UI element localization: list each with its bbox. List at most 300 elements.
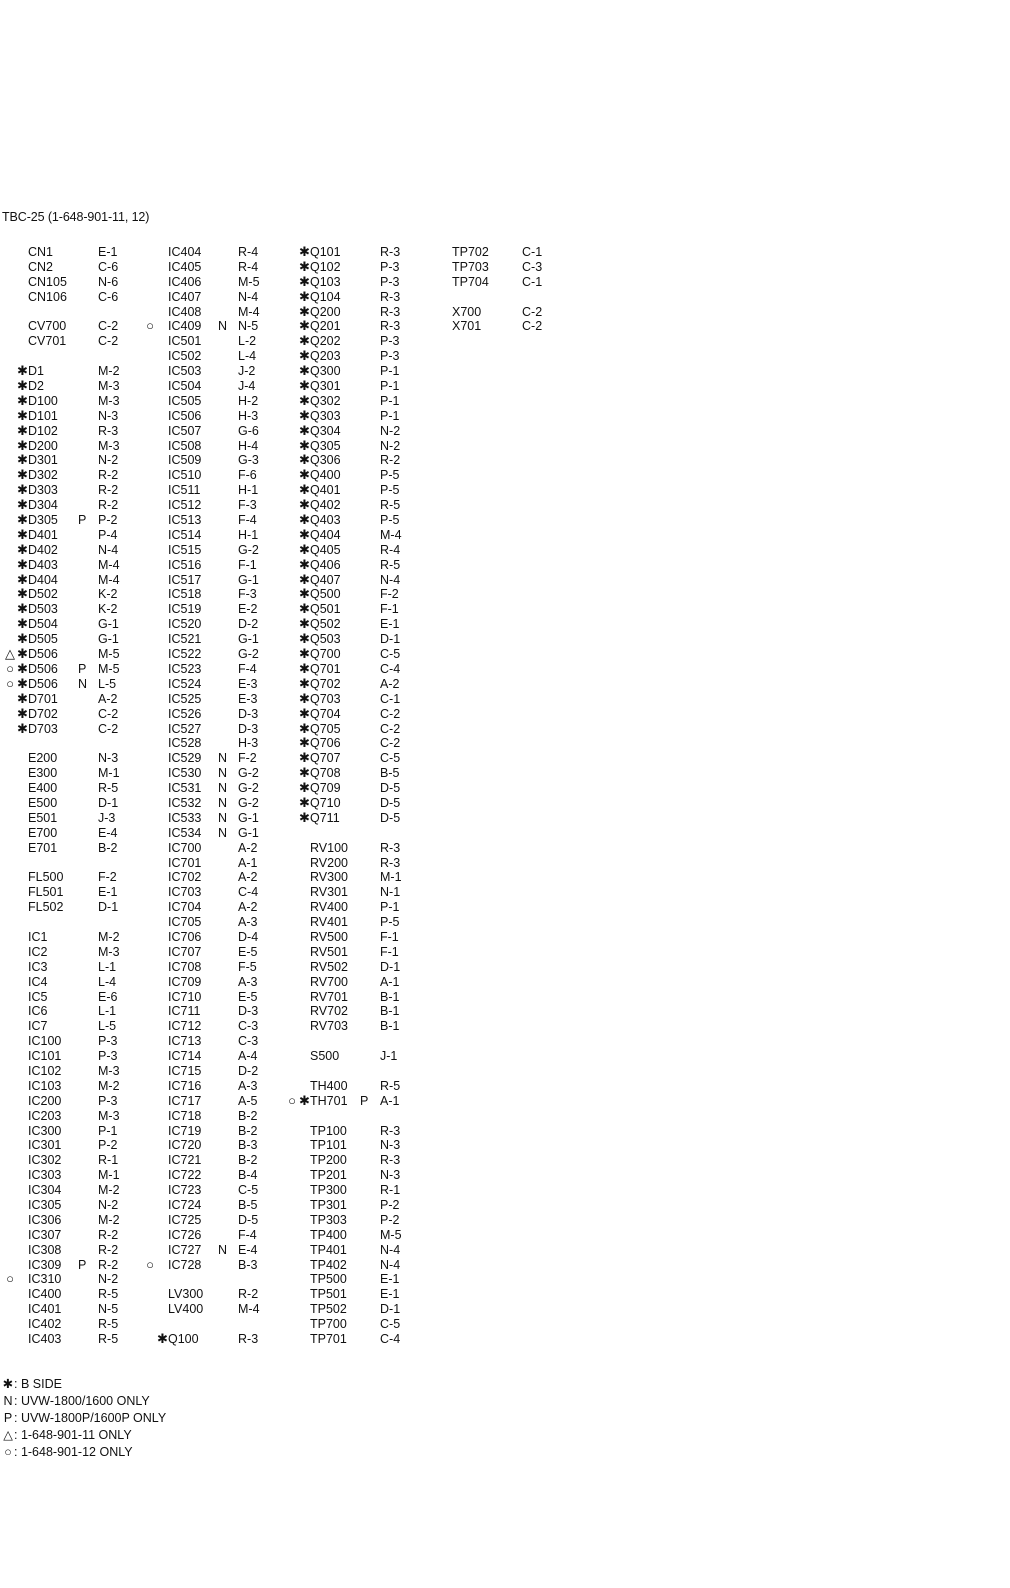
part-row bbox=[286, 1183, 426, 1198]
part-ref: Q301 bbox=[310, 379, 341, 394]
part-ref: Q407 bbox=[310, 572, 341, 587]
part-ref: RV401 bbox=[310, 915, 348, 930]
part-ref: RV501 bbox=[310, 944, 348, 959]
part-ref: Q705 bbox=[310, 721, 341, 736]
b-side-mark: ✱ bbox=[299, 422, 310, 438]
grid-location: D-3 bbox=[238, 706, 259, 721]
part-ref: IC519 bbox=[168, 602, 202, 617]
spacer-row bbox=[286, 1109, 426, 1124]
part-ref: Q104 bbox=[310, 289, 341, 304]
grid-location: M-3 bbox=[98, 944, 120, 959]
grid-location: E-1 bbox=[380, 617, 400, 632]
part-ref: IC701 bbox=[168, 855, 202, 870]
part-row bbox=[286, 1019, 426, 1034]
part-row bbox=[286, 736, 426, 751]
b-side-mark: ✱ bbox=[17, 378, 28, 394]
edition-mark: ○ bbox=[146, 318, 154, 334]
grid-location: E-2 bbox=[238, 602, 258, 617]
grid-location: G-2 bbox=[238, 795, 259, 810]
part-ref: IC725 bbox=[168, 1212, 202, 1227]
part-ref: IC409 bbox=[168, 319, 202, 334]
grid-location: P-5 bbox=[380, 915, 400, 930]
grid-location: E-1 bbox=[380, 1272, 400, 1287]
spacer-row bbox=[428, 290, 568, 305]
part-ref: Q400 bbox=[310, 468, 341, 483]
grid-location: N-5 bbox=[98, 1302, 119, 1317]
grid-location: M-2 bbox=[98, 1078, 120, 1093]
b-side-mark: ✱ bbox=[299, 378, 310, 394]
grid-location: C-2 bbox=[98, 721, 119, 736]
part-ref: IC521 bbox=[168, 632, 202, 647]
part-ref: IC702 bbox=[168, 870, 202, 885]
grid-location: L-1 bbox=[98, 959, 117, 974]
b-side-mark: ✱ bbox=[17, 512, 28, 528]
part-row bbox=[144, 573, 284, 588]
grid-location: N-1 bbox=[380, 885, 401, 900]
legend-text: : B SIDE bbox=[14, 1377, 62, 1391]
part-row bbox=[4, 1019, 144, 1034]
part-row bbox=[144, 1332, 284, 1347]
grid-location: P-3 bbox=[380, 274, 400, 289]
part-row bbox=[286, 558, 426, 573]
part-row bbox=[4, 781, 144, 796]
part-ref: D1 bbox=[28, 364, 44, 379]
grid-location: C-5 bbox=[238, 1183, 259, 1198]
grid-location: C-3 bbox=[238, 1034, 259, 1049]
part-row bbox=[428, 305, 568, 320]
grid-location: R-2 bbox=[98, 1257, 119, 1272]
part-ref: IC505 bbox=[168, 393, 202, 408]
part-ref: D504 bbox=[28, 617, 58, 632]
part-ref: IC310 bbox=[28, 1272, 62, 1287]
part-row bbox=[144, 990, 284, 1005]
part-row bbox=[286, 1317, 426, 1332]
b-side-mark: ✱ bbox=[299, 631, 310, 647]
grid-location: M-4 bbox=[238, 304, 260, 319]
grid-location: C-2 bbox=[98, 334, 119, 349]
part-row bbox=[144, 945, 284, 960]
grid-location: H-2 bbox=[238, 393, 259, 408]
part-ref: CV700 bbox=[28, 319, 67, 334]
part-ref: Q709 bbox=[310, 781, 341, 796]
grid-location: E-6 bbox=[98, 989, 118, 1004]
part-ref: Q203 bbox=[310, 349, 341, 364]
grid-location: D-2 bbox=[238, 617, 259, 632]
part-ref: FL500 bbox=[28, 870, 64, 885]
legend-text: : 1-648-901-11 ONLY bbox=[14, 1428, 132, 1442]
grid-location: R-3 bbox=[238, 1332, 259, 1347]
part-row bbox=[286, 811, 426, 826]
grid-location: E-3 bbox=[238, 676, 258, 691]
grid-location: A-2 bbox=[238, 900, 258, 915]
part-ref: IC727 bbox=[168, 1242, 202, 1257]
part-ref: RV500 bbox=[310, 929, 348, 944]
part-ref: TH400 bbox=[310, 1078, 348, 1093]
part-row bbox=[144, 1109, 284, 1124]
grid-location: R-5 bbox=[380, 557, 401, 572]
part-ref: D305 bbox=[28, 513, 58, 528]
spacer-row bbox=[144, 1272, 284, 1287]
part-ref: IC306 bbox=[28, 1212, 62, 1227]
part-row bbox=[4, 260, 144, 275]
part-row bbox=[4, 722, 144, 737]
part-ref: Q704 bbox=[310, 706, 341, 721]
part-row bbox=[144, 290, 284, 305]
part-row bbox=[286, 1302, 426, 1317]
part-ref: Q406 bbox=[310, 557, 341, 572]
model-flag: N bbox=[218, 319, 228, 334]
part-ref: D301 bbox=[28, 453, 58, 468]
b-side-mark: ✱ bbox=[299, 363, 310, 379]
part-ref: D702 bbox=[28, 706, 58, 721]
grid-location: P-1 bbox=[380, 408, 400, 423]
part-row bbox=[4, 647, 144, 662]
part-ref: Q304 bbox=[310, 423, 341, 438]
part-ref: X700 bbox=[452, 304, 482, 319]
grid-location: N-2 bbox=[98, 1272, 119, 1287]
grid-location: L-1 bbox=[98, 1004, 117, 1019]
grid-location: G-1 bbox=[98, 632, 119, 647]
part-ref: IC300 bbox=[28, 1123, 62, 1138]
b-side-mark: ✱ bbox=[299, 467, 310, 483]
part-row bbox=[428, 260, 568, 275]
grid-location: C-3 bbox=[522, 259, 543, 274]
part-row bbox=[286, 647, 426, 662]
part-ref: Q500 bbox=[310, 587, 341, 602]
part-ref: Q103 bbox=[310, 274, 341, 289]
grid-location: B-3 bbox=[238, 1257, 258, 1272]
b-side-mark: ✱ bbox=[17, 407, 28, 423]
grid-location: F-4 bbox=[238, 661, 257, 676]
grid-location: M-3 bbox=[98, 438, 120, 453]
part-row bbox=[286, 528, 426, 543]
part-ref: D404 bbox=[28, 572, 58, 587]
part-row bbox=[144, 751, 284, 766]
part-row bbox=[4, 439, 144, 454]
part-row bbox=[4, 394, 144, 409]
part-ref: IC704 bbox=[168, 900, 202, 915]
part-ref: IC408 bbox=[168, 304, 202, 319]
part-row bbox=[4, 528, 144, 543]
part-row bbox=[144, 260, 284, 275]
grid-location: R-4 bbox=[380, 542, 401, 557]
part-row bbox=[286, 930, 426, 945]
part-ref: Q101 bbox=[310, 245, 341, 259]
part-row bbox=[4, 1168, 144, 1183]
part-ref: Q303 bbox=[310, 408, 341, 423]
b-side-mark: ✱ bbox=[299, 601, 310, 617]
part-ref: Q710 bbox=[310, 795, 341, 810]
grid-location: M-3 bbox=[98, 393, 120, 408]
part-ref: IC3 bbox=[28, 959, 48, 974]
part-row bbox=[4, 975, 144, 990]
part-row bbox=[4, 587, 144, 602]
grid-location: C-2 bbox=[380, 721, 401, 736]
part-ref: D701 bbox=[28, 691, 58, 706]
part-ref: IC700 bbox=[168, 840, 202, 855]
grid-location: C-4 bbox=[380, 1332, 401, 1347]
part-ref: IC101 bbox=[28, 1049, 62, 1064]
part-row bbox=[286, 990, 426, 1005]
grid-location: F-1 bbox=[238, 557, 257, 572]
part-ref: X701 bbox=[452, 319, 482, 334]
grid-location: F-1 bbox=[380, 929, 399, 944]
grid-location: M-5 bbox=[380, 1227, 402, 1242]
part-ref: IC724 bbox=[168, 1198, 202, 1212]
part-ref: TP502 bbox=[310, 1302, 347, 1317]
part-ref: IC513 bbox=[168, 513, 202, 528]
part-row bbox=[4, 870, 144, 885]
grid-location: C-2 bbox=[98, 706, 119, 721]
grid-location: M-4 bbox=[380, 527, 402, 542]
b-side-mark: ✱ bbox=[299, 497, 310, 513]
part-row bbox=[4, 1153, 144, 1168]
part-ref: Q100 bbox=[168, 1332, 199, 1347]
part-row bbox=[4, 453, 144, 468]
part-ref: IC309 bbox=[28, 1257, 62, 1272]
part-row bbox=[144, 379, 284, 394]
part-ref: IC527 bbox=[168, 721, 202, 736]
legend-text: : 1-648-901-12 ONLY bbox=[14, 1445, 133, 1459]
part-ref: IC713 bbox=[168, 1034, 202, 1049]
part-row bbox=[286, 483, 426, 498]
part-row bbox=[144, 602, 284, 617]
grid-location: G-2 bbox=[238, 542, 259, 557]
part-row bbox=[4, 1287, 144, 1302]
grid-location: C-2 bbox=[380, 706, 401, 721]
model-flag: N bbox=[218, 766, 228, 781]
grid-location: F-2 bbox=[380, 587, 399, 602]
part-row bbox=[4, 1079, 144, 1094]
grid-location: F-6 bbox=[238, 468, 257, 483]
grid-location: C-1 bbox=[522, 245, 543, 259]
part-row bbox=[4, 1228, 144, 1243]
part-ref: IC524 bbox=[168, 676, 202, 691]
grid-location: J-4 bbox=[238, 379, 256, 394]
part-ref: IC515 bbox=[168, 542, 202, 557]
part-row bbox=[4, 1213, 144, 1228]
b-side-mark: ✱ bbox=[299, 512, 310, 528]
grid-location: F-4 bbox=[238, 1227, 257, 1242]
part-ref: IC308 bbox=[28, 1242, 62, 1257]
part-row bbox=[4, 796, 144, 811]
grid-location: H-4 bbox=[238, 438, 259, 453]
grid-location: C-1 bbox=[380, 691, 401, 706]
legend-text: : UVW-1800P/1600P ONLY bbox=[14, 1411, 167, 1425]
part-ref: IC305 bbox=[28, 1198, 62, 1212]
b-side-mark: ✱ bbox=[17, 363, 28, 379]
part-row bbox=[4, 841, 144, 856]
part-ref: IC100 bbox=[28, 1034, 62, 1049]
b-side-mark: ✱ bbox=[299, 288, 310, 304]
part-ref: IC530 bbox=[168, 766, 202, 781]
part-ref: RV700 bbox=[310, 974, 348, 989]
grid-location: B-2 bbox=[98, 840, 118, 855]
grid-location: N-4 bbox=[380, 1257, 401, 1272]
grid-location: D-3 bbox=[238, 721, 259, 736]
grid-location: F-2 bbox=[98, 870, 117, 885]
part-row bbox=[4, 1109, 144, 1124]
grid-location: E-1 bbox=[98, 885, 118, 900]
part-row bbox=[286, 632, 426, 647]
grid-location: E-1 bbox=[380, 1287, 400, 1302]
part-row bbox=[286, 1228, 426, 1243]
grid-location: P-3 bbox=[380, 259, 400, 274]
spacer-row bbox=[4, 915, 144, 930]
b-side-mark: ✱ bbox=[299, 780, 310, 796]
part-row bbox=[144, 1183, 284, 1198]
part-ref: TP101 bbox=[310, 1138, 347, 1153]
part-row bbox=[144, 885, 284, 900]
edition-mark: ○ bbox=[6, 1271, 14, 1287]
part-row bbox=[144, 722, 284, 737]
part-row bbox=[144, 1258, 284, 1273]
part-row bbox=[4, 602, 144, 617]
part-ref: IC406 bbox=[168, 274, 202, 289]
grid-location: R-3 bbox=[380, 855, 401, 870]
grid-location: E-4 bbox=[238, 1242, 258, 1257]
parts-column-2 bbox=[144, 245, 284, 1347]
part-ref: Q711 bbox=[310, 810, 340, 825]
part-row bbox=[144, 305, 284, 320]
b-side-mark: ✱ bbox=[299, 646, 310, 662]
spacer-row bbox=[144, 1317, 284, 1332]
grid-location: P-3 bbox=[98, 1049, 118, 1064]
part-row bbox=[4, 1064, 144, 1079]
part-row bbox=[4, 885, 144, 900]
grid-location: P-1 bbox=[380, 364, 400, 379]
part-row bbox=[4, 513, 144, 528]
part-row bbox=[4, 1302, 144, 1317]
part-row bbox=[144, 409, 284, 424]
part-ref: CN2 bbox=[28, 259, 54, 274]
part-row bbox=[286, 796, 426, 811]
part-ref: Q701 bbox=[310, 661, 341, 676]
part-ref: D101 bbox=[28, 408, 58, 423]
part-ref: IC720 bbox=[168, 1138, 202, 1153]
b-side-mark: ✱ bbox=[17, 422, 28, 438]
edition-mark: ○ bbox=[6, 660, 14, 676]
grid-location: D-5 bbox=[380, 795, 401, 810]
grid-location: P-1 bbox=[98, 1123, 118, 1138]
part-ref: TP400 bbox=[310, 1227, 347, 1242]
part-row bbox=[4, 1243, 144, 1258]
grid-location: D-1 bbox=[98, 900, 119, 915]
part-row bbox=[144, 1168, 284, 1183]
part-ref: FL502 bbox=[28, 900, 64, 915]
part-row bbox=[4, 662, 144, 677]
grid-location: A-4 bbox=[238, 1049, 258, 1064]
part-ref: IC703 bbox=[168, 885, 202, 900]
grid-location: M-4 bbox=[238, 1302, 260, 1317]
part-row bbox=[144, 766, 284, 781]
part-row bbox=[4, 826, 144, 841]
part-row bbox=[144, 841, 284, 856]
grid-location: R-2 bbox=[98, 468, 119, 483]
part-ref: IC707 bbox=[168, 944, 202, 959]
part-row bbox=[144, 558, 284, 573]
part-ref: D703 bbox=[28, 721, 58, 736]
part-row bbox=[286, 692, 426, 707]
part-row bbox=[4, 1049, 144, 1064]
legend-symbol: ✱ bbox=[2, 1377, 14, 1391]
part-ref: IC717 bbox=[168, 1093, 202, 1108]
grid-location: R-2 bbox=[98, 483, 119, 498]
grid-location: B-5 bbox=[380, 766, 400, 781]
part-ref: LV400 bbox=[168, 1302, 204, 1317]
part-ref: IC722 bbox=[168, 1168, 202, 1183]
part-row bbox=[144, 796, 284, 811]
part-ref: D100 bbox=[28, 393, 58, 408]
document-title: TBC-25 (1-648-901-11, 12) bbox=[2, 210, 150, 224]
part-ref: TP500 bbox=[310, 1272, 347, 1287]
model-flag: P bbox=[78, 661, 87, 676]
part-ref: IC400 bbox=[28, 1287, 62, 1302]
part-ref: RV502 bbox=[310, 959, 348, 974]
part-row bbox=[286, 1004, 426, 1019]
grid-location: J-2 bbox=[238, 364, 256, 379]
grid-location: M-1 bbox=[380, 870, 402, 885]
b-side-mark: ✱ bbox=[17, 556, 28, 572]
part-ref: IC523 bbox=[168, 661, 202, 676]
part-row bbox=[4, 900, 144, 915]
parts-column-4 bbox=[428, 245, 568, 334]
part-ref: IC501 bbox=[168, 334, 202, 349]
part-ref: S500 bbox=[310, 1049, 340, 1064]
model-flag: N bbox=[218, 1242, 228, 1257]
b-side-mark: ✱ bbox=[299, 720, 310, 736]
grid-location: R-3 bbox=[380, 1153, 401, 1168]
part-row bbox=[286, 364, 426, 379]
part-row bbox=[144, 707, 284, 722]
b-side-mark: ✱ bbox=[17, 541, 28, 557]
part-ref: TP100 bbox=[310, 1123, 347, 1138]
part-ref: LV300 bbox=[168, 1287, 204, 1302]
part-ref: IC522 bbox=[168, 647, 202, 662]
grid-location: R-3 bbox=[380, 319, 401, 334]
b-side-mark: ✱ bbox=[299, 437, 310, 453]
part-ref: IC504 bbox=[168, 379, 202, 394]
part-row bbox=[144, 736, 284, 751]
part-row bbox=[286, 856, 426, 871]
part-ref: FL501 bbox=[28, 885, 64, 900]
grid-location: C-4 bbox=[238, 885, 259, 900]
model-flag: N bbox=[218, 751, 228, 766]
part-row bbox=[144, 1243, 284, 1258]
part-row bbox=[286, 677, 426, 692]
part-ref: D505 bbox=[28, 632, 58, 647]
grid-location: F-4 bbox=[238, 513, 257, 528]
part-row bbox=[4, 319, 144, 334]
part-ref: TP704 bbox=[452, 274, 489, 289]
part-row bbox=[144, 1124, 284, 1139]
part-ref: E300 bbox=[28, 766, 58, 781]
grid-location: M-2 bbox=[98, 1212, 120, 1227]
part-row bbox=[4, 468, 144, 483]
grid-location: B-5 bbox=[238, 1198, 258, 1212]
part-ref: CV701 bbox=[28, 334, 67, 349]
part-ref: IC1 bbox=[28, 929, 48, 944]
grid-location: B-2 bbox=[238, 1123, 258, 1138]
b-side-mark: ✱ bbox=[299, 318, 310, 334]
part-ref: Q707 bbox=[310, 751, 341, 766]
grid-location: A-1 bbox=[380, 974, 400, 989]
part-row bbox=[144, 915, 284, 930]
model-flag: P bbox=[78, 513, 87, 528]
part-row bbox=[286, 1198, 426, 1213]
part-ref: TP301 bbox=[310, 1198, 347, 1212]
b-side-mark: ✱ bbox=[299, 809, 310, 825]
